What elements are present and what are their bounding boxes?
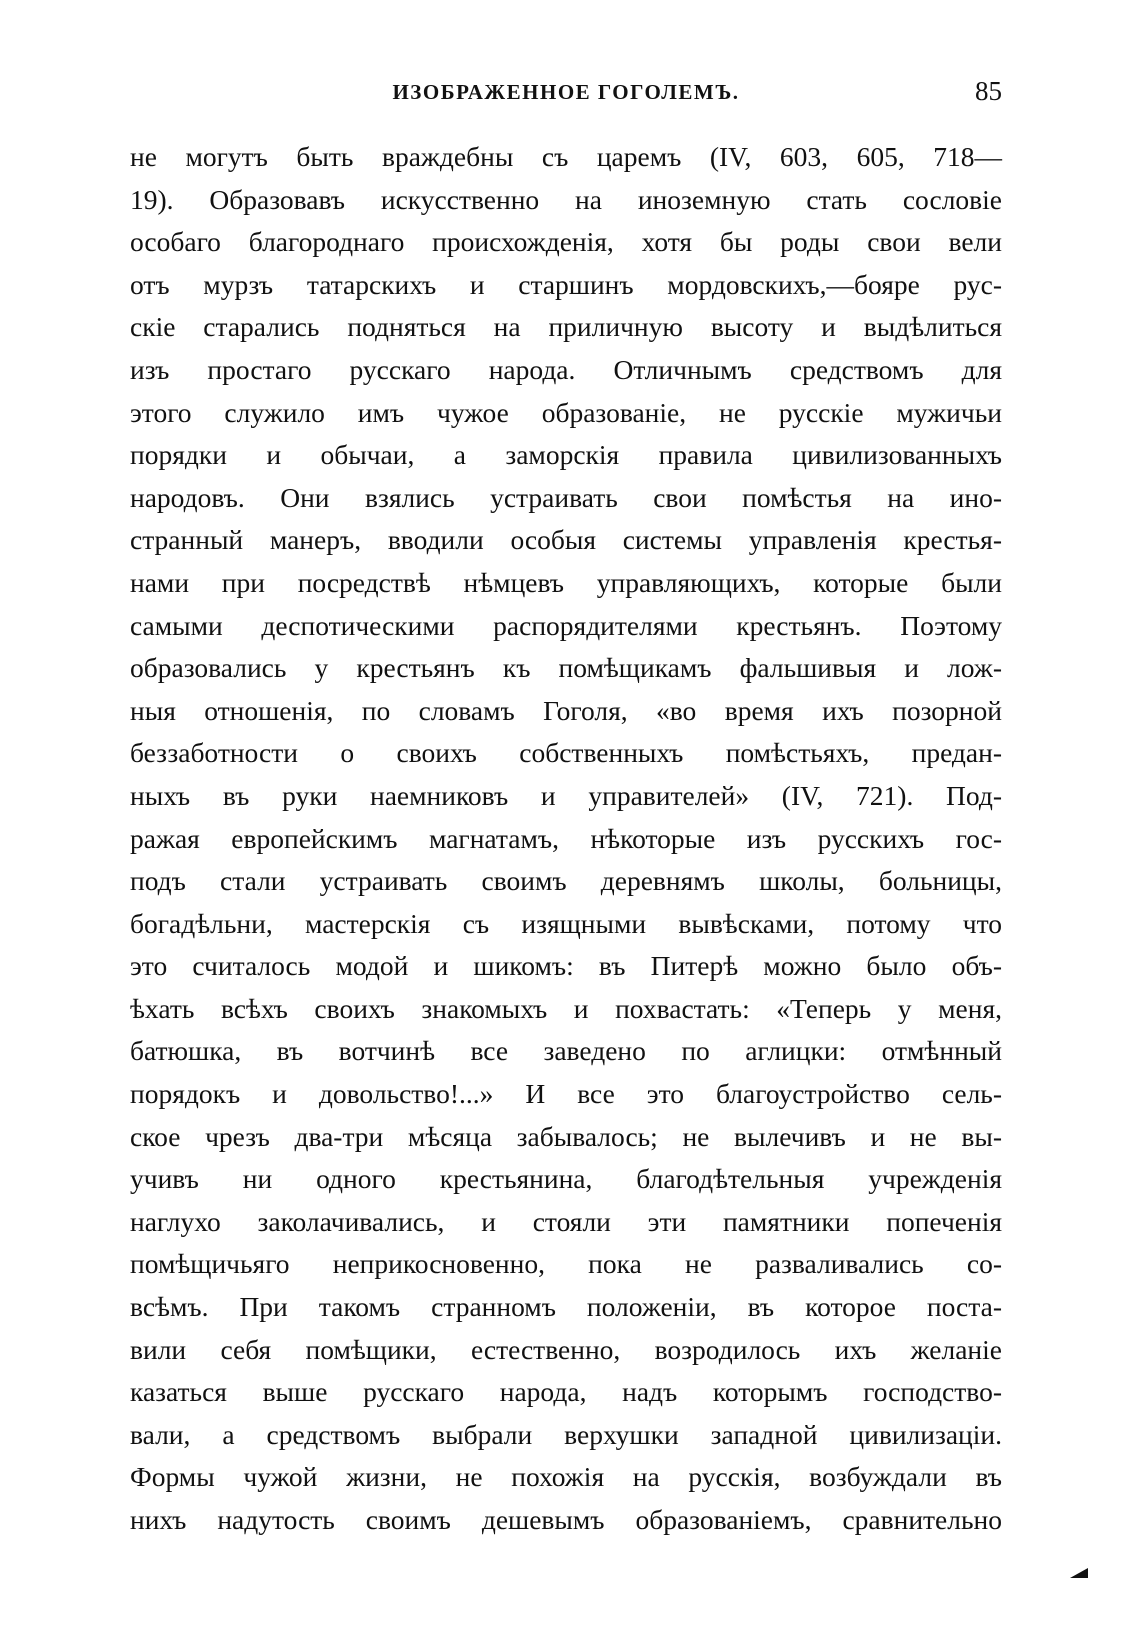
text-line: учивъ ни одного крестьянина, благодѣтельныя учрежденія: [130, 1163, 1002, 1195]
text-line: самыми деспотическими распорядителями крестьянъ. Поэтому: [130, 609, 1002, 641]
text-line: отъ мурзъ татарскихъ и старшинъ мордовскихъ,—бояре рус-: [130, 268, 1002, 300]
text-line: подъ стали устраивать своимъ деревнямъ школы, больницы,: [130, 865, 1002, 897]
text-line: богадѣльни, мастерскія съ изящными вывѣсками, потому что: [130, 907, 1002, 939]
text-line: порядки и обычаи, а заморскія правила цивилизованныхъ: [130, 439, 1002, 471]
text-line: вили себя помѣщики, естественно, возродилось ихъ желаніе: [130, 1333, 1002, 1365]
body-text: [130, 136, 1002, 1542]
text-line: не могутъ быть враждебны съ царемъ (IV, 603, 605, 718—: [130, 141, 1002, 172]
text-line: нами при посредствѣ нѣмцевъ управляющихъ, которые были: [130, 566, 1002, 598]
text-line: порядокъ и довольство!...» И все это благоустройство сель-: [130, 1078, 1002, 1110]
text-line: скіе старались подняться на приличную высоту и выдѣлиться: [130, 311, 1002, 343]
text-line: ражая европейскимъ магнатамъ, нѣкоторые изъ русскихъ гос-: [130, 822, 1002, 854]
text-line: нихъ надутость своимъ дешевымъ образованіемъ, сравнительно: [130, 1504, 1002, 1535]
text-line: казаться выше русскаго народа, надъ которымъ господство-: [130, 1376, 1002, 1408]
text-line: всѣмъ. При такомъ странномъ положеніи, въ которое поста-: [130, 1291, 1002, 1323]
text-line: народовъ. Они взялись устраивать свои помѣстья на ино-: [130, 481, 1002, 513]
text-line: странный манеръ, вводили особыя системы управленія крестья-: [130, 524, 1002, 556]
text-line: особаго благороднаго происхожденія, хотя бы роды свои вели: [130, 226, 1002, 258]
text-line: батюшка, въ вотчинѣ все заведено по аглицки: отмѣнный: [130, 1035, 1002, 1067]
text-line: образовались у крестьянъ къ помѣщикамъ фальшивыя и лож-: [130, 652, 1002, 684]
text-line: ныхъ въ руки наемниковъ и управителей» (IV, 721). Под-: [130, 779, 1002, 811]
text-line: вали, а средствомъ выбрали верхушки западной цивилизаціи.: [130, 1418, 1002, 1450]
text-line: изъ простаго русскаго народа. Отличнымъ средствомъ для: [130, 353, 1002, 385]
text-line: ское чрезъ два-три мѣсяца забывалось; не вылечивъ и не вы-: [130, 1120, 1002, 1152]
text-line: ныя отношенія, по словамъ Гоголя, «во время ихъ позорной: [130, 694, 1002, 726]
text-line: наглухо заколачивались, и стояли эти памятники попеченія: [130, 1205, 1002, 1237]
text-line: Формы чужой жизни, не похожія на русскія, возбуждали въ: [130, 1461, 1002, 1493]
running-title: ИЗОБРАЖЕННОЕ ГОГОЛЕМЪ.: [392, 80, 740, 104]
text-line: ѣхать всѣхъ своихъ знакомыхъ и похвастать: «Теперь у меня,: [130, 992, 1002, 1024]
text-line: помѣщичьяго неприкосновенно, пока не разваливались со-: [130, 1248, 1002, 1280]
text-line: это считалось модой и шикомъ: въ Питерѣ можно было объ-: [130, 950, 1002, 982]
scan-corner-mark: [1070, 1568, 1088, 1578]
text-line: беззаботности о своихъ собственныхъ помѣстьяхъ, предан-: [130, 737, 1002, 769]
page-header: [130, 76, 1002, 116]
page-number: 85: [975, 76, 1002, 106]
text-line: этого служило имъ чужое образованіе, не русскіе мужичьи: [130, 396, 1002, 428]
text-line: 19). Образовавъ искусственно на иноземную стать сословіе: [130, 183, 1002, 215]
